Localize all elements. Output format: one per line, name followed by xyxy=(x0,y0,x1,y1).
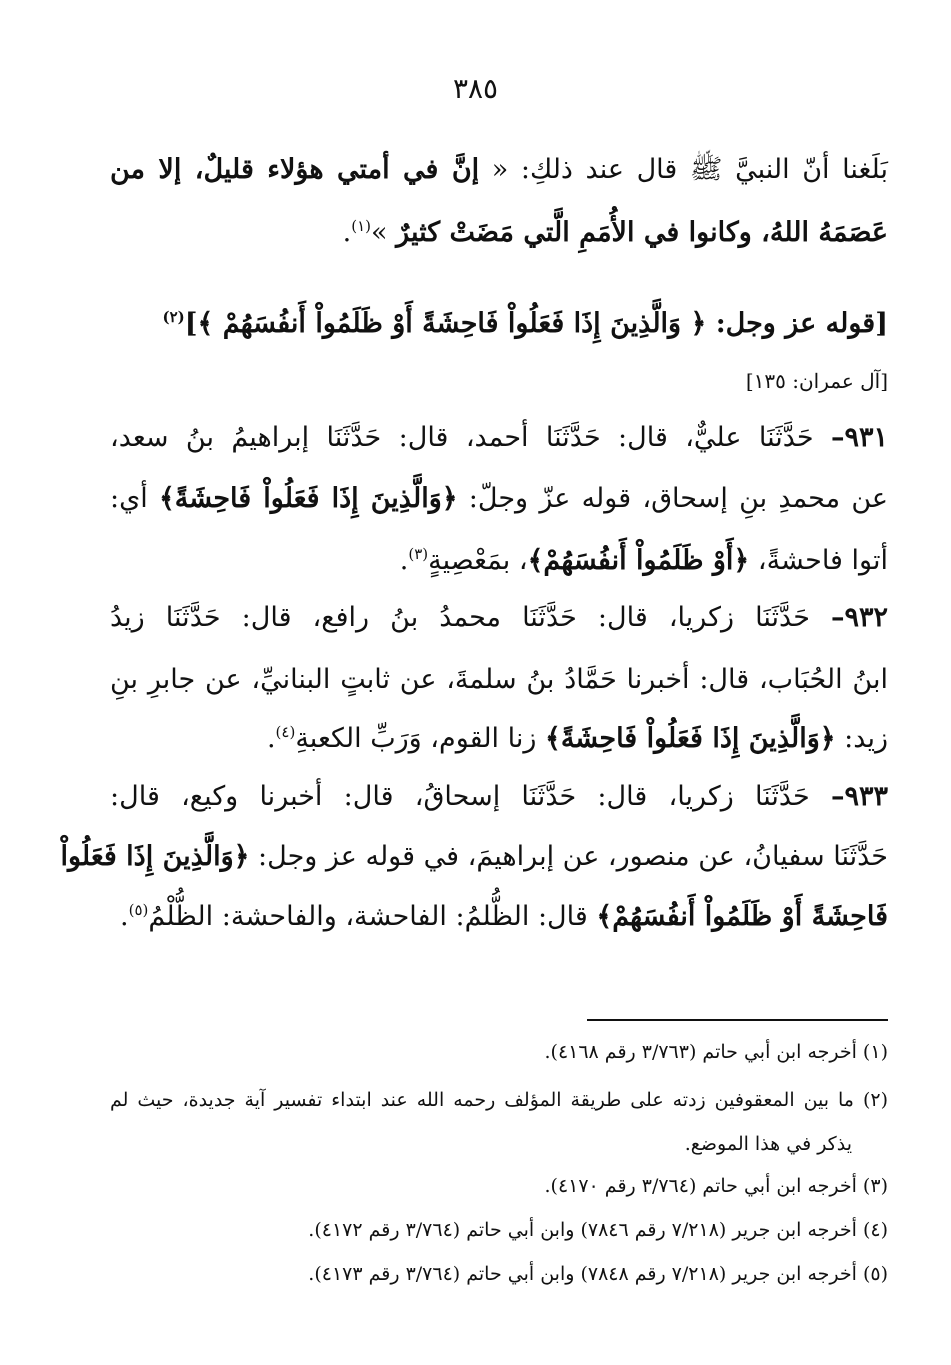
isnad-text: حَدَّثَنَا زكريا، قال: حَدَّثَنَا محمدُ بنُ رافع، قال: حَدَّثَنَا زيدُ xyxy=(110,602,831,633)
text: حَدَّثَنَا سفيانُ، عن منصور، عن إبراهيمَ، في قوله عز وجل: xyxy=(249,841,888,872)
footnote-2-line-2: يذكر في هذا الموضع. xyxy=(684,1133,852,1155)
text: أي: xyxy=(110,483,159,514)
footnote-1: (١) أخرجه ابن أبي حاتم (٣/٧٦٣ رقم ٤١٦٨). xyxy=(544,1041,888,1063)
entry-number: ٩٣١– xyxy=(830,422,888,453)
footnote-3: (٣) أخرجه ابن أبي حاتم (٣/٧٦٤ رقم ٤١٧٠). xyxy=(544,1175,888,1197)
footnote-marker-2: (٢) xyxy=(162,308,185,326)
quran-quote: ﴿وَالَّذِينَ إِذَا فَعَلُواْ فَاحِشَةً﴾ xyxy=(545,723,836,754)
heading-verse: [قوله عز وجل: ﴿ وَالَّذِينَ إِذَا فَعَلُواْ فَاحِشَةً أَوْ ظَلَمُواْ أَنفُسَهُمْ ﴾] xyxy=(184,308,888,339)
period: . xyxy=(342,217,352,248)
intro-line-2 xyxy=(110,209,888,257)
hadith-quote: عَصَمَهُ اللهُ، وكانوا في الأُمَمِ الَّتي مَضَتْ كثيرٌ xyxy=(396,217,888,248)
entry-932-line-3 xyxy=(110,715,888,763)
period: . xyxy=(120,901,129,932)
entry-933-line-1 xyxy=(110,773,888,821)
entry-931-line-2 xyxy=(110,475,888,523)
text: زنا القوم، وَرَبِّ الكعبةِ xyxy=(295,723,545,754)
entry-932-line-1 xyxy=(110,594,888,642)
isnad-text: حَدَّثَنَا زكريا، قال: حَدَّثَنَا إسحاقُ، قال: أخبرنا وكيع، قال: xyxy=(110,781,831,812)
footnote-marker-5: (٥) xyxy=(128,901,149,919)
entry-933-line-2 xyxy=(60,833,888,881)
entry-933-line-3 xyxy=(110,893,888,941)
text: أتوا فاحشةً، xyxy=(749,545,888,576)
isnad-text: حَدَّثَنَا عليٌّ، قال: حَدَّثَنَا أحمد، قال: حَدَّثَنَا إبراهيمُ بنُ سعد، xyxy=(110,422,831,453)
entry-number: ٩٣٣– xyxy=(830,781,888,812)
quran-quote: ﴿وَالَّذِينَ إِذَا فَعَلُواْ فَاحِشَةً﴾ xyxy=(158,483,458,514)
period: . xyxy=(399,545,409,576)
quran-quote: فَاحِشَةً أَوْ ظَلَمُواْ أَنفُسَهُمْ﴾ xyxy=(596,901,888,932)
verse-reference: [آل عمران: ١٣٥] xyxy=(745,369,888,393)
isnad-text: ابنُ الحُبَاب، قال: أخبرنا حَمَّادُ بنُ سلمةَ، عن ثابتٍ البنانيِّ، عن جابرِ بنِ xyxy=(110,664,888,695)
period: . xyxy=(266,723,276,754)
entry-931-line-3 xyxy=(110,537,888,585)
text: زيد: xyxy=(835,723,888,754)
footnote-5: (٥) أخرجه ابن جرير (٧/٢١٨ رقم ٧٨٤٨) وابن أبي حاتم (٣/٧٦٤ رقم ٤١٧٣). xyxy=(308,1263,888,1285)
text: قال: الظُّلمُ: الفاحشة، والفاحشة: الظُّلْمُ xyxy=(148,901,597,932)
text: عن محمدِ بنِ إسحاق، قوله عزّ وجلّ: xyxy=(457,483,888,514)
section-heading xyxy=(110,300,888,348)
footnote-2-line-1: (٢) ما بين المعقوفين زدته على طريقة المؤلف رحمه الله عند ابتداء تفسير آية جديدة، حيث لم xyxy=(110,1089,888,1111)
page-number: ٣٨٥ xyxy=(452,72,499,105)
quran-quote: ﴿أَوْ ظَلَمُواْ أَنفُسَهُمْ﴾ xyxy=(527,545,750,576)
footnote-marker-3: (٣) xyxy=(408,545,429,563)
quote-close: » xyxy=(370,217,397,248)
footnote-marker-1: (١) xyxy=(351,217,371,235)
text: ، بمَعْصِيةٍ xyxy=(428,545,528,576)
entry-932-line-2 xyxy=(110,656,888,704)
quran-quote: ﴿وَالَّذِينَ إِذَا فَعَلُواْ xyxy=(60,841,250,872)
entry-931-line-1 xyxy=(110,414,888,462)
footnote-4: (٤) أخرجه ابن جرير (٧/٢١٨ رقم ٧٨٤٦) وابن أبي حاتم (٣/٧٦٤ رقم ٤١٧٢). xyxy=(308,1219,888,1241)
footnote-separator xyxy=(587,1019,888,1021)
intro-line-1 xyxy=(110,146,888,194)
intro-text: بَلَغنا أنّ النبيَّ ﷺ قال عند ذلكِ: « xyxy=(479,154,888,185)
entry-number: ٩٣٢– xyxy=(830,602,888,633)
footnote-marker-4: (٤) xyxy=(275,723,296,741)
hadith-quote: إنَّ في أمتي هؤلاء قليلٌ، إلا من xyxy=(110,154,480,185)
